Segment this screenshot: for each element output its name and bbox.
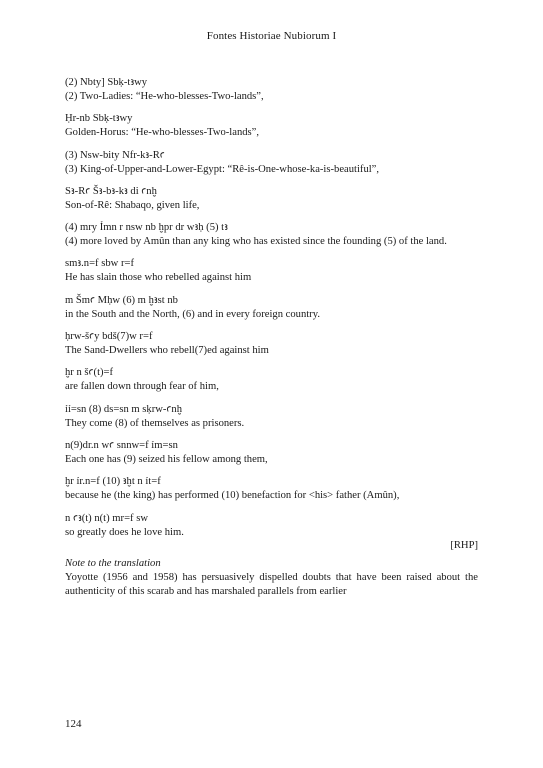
translation-line: so greatly does he love him.: [65, 526, 184, 538]
text-block: [65, 512, 478, 540]
translation-line: because he (the king) has performed (10) benefaction for <his> father (Amûn),: [65, 490, 400, 502]
translation-line: They come (8) of themselves as prisoners.: [65, 417, 245, 429]
text-block: [65, 257, 478, 285]
transliteration-line: n(9)dr.n wꜥ snnw=f ỉm=sn: [65, 439, 178, 451]
text-block: [65, 294, 478, 322]
text-block: [65, 403, 478, 431]
transliteration-line: ḥrw-šꜥy bdš(7)w r=f: [65, 331, 153, 343]
translation-blocks: [65, 76, 478, 540]
text-block: [65, 149, 478, 177]
text-block: [65, 475, 478, 503]
transliteration-line: (4) mry Ỉmn r nsw nb ḫpr dr wꜣḥ (5) tꜣ: [65, 222, 228, 234]
transliteration-line: m Šmꜥ Mḥw (6) m ḫꜣst nb: [65, 294, 178, 306]
text-block: [65, 185, 478, 213]
transliteration-line: Sꜣ-Rꜥ Šꜣ-bꜣ-kꜣ di ꜥnḫ: [65, 185, 157, 197]
text-block: [65, 439, 478, 467]
text-block: [65, 221, 478, 249]
translation-line: (2) Two-Ladies: “He-who-blesses-Two-lands”,: [65, 91, 264, 102]
transliteration-line: (2) Nbty] Sbḳ-tꜣwy: [65, 77, 148, 88]
translation-line: Son-of-Rê: Shabaqo, given life,: [65, 199, 200, 211]
transliteration-line: ḫr ỉr.n=f (10) ꜣḫt n ỉt=f: [65, 476, 161, 488]
translation-line: are fallen down through fear of him,: [65, 381, 219, 393]
text-block: [65, 112, 478, 140]
translation-line: The Sand-Dwellers who rebell(7)ed against him: [65, 345, 269, 357]
text-block: [65, 76, 478, 104]
transliteration-line: smꜣ.n=f sbw r=f: [65, 258, 134, 270]
transliteration-line: (3) Nsw-bity Nfr-kꜣ-Rꜥ: [65, 149, 165, 161]
translation-line: in the South and the North, (6) and in every foreign country.: [65, 308, 320, 320]
transliteration-line: n ꜥꜣ(t) n(t) mr=f sw: [65, 512, 148, 524]
transliteration-line: ỉỉ=sn (8) ds=sn m sḳrw-ꜥnḫ: [65, 403, 182, 415]
translation-line: He has slain those who rebelled against him: [65, 272, 252, 284]
text-block: [65, 366, 478, 394]
running-title: Fontes Historiae Nubiorum I: [206, 30, 337, 42]
translation-line: Each one has (9) seized his fellow among them,: [65, 453, 268, 465]
main-text: [65, 76, 478, 599]
translation-line: (4) more loved by Amûn than any king who has existed since the founding (5) of the land.: [65, 236, 447, 248]
transliteration-line: ḫr n šꜥ(t)=f: [65, 367, 114, 379]
note-heading: Note to the translation: [65, 557, 161, 569]
text-block: [65, 330, 478, 358]
transliteration-line: Ḥr-nb Sbḳ-tꜣwy: [65, 113, 133, 125]
note-text: Yoyotte (1956 and 1958) has persuasively dispelled doubts that have been raised about the authenticity of this scarab and has marshaled parallels from earlier: [65, 571, 478, 597]
author-credit: [RHP]: [450, 539, 478, 551]
translation-line: Golden-Horus: “He-who-blesses-Two-lands”,: [65, 127, 260, 139]
translation-line: (3) King-of-Upper-and-Lower-Egypt: “Rê-is-One-whose-ka-is-beautiful”,: [65, 163, 380, 175]
page-number: 124: [65, 718, 82, 730]
